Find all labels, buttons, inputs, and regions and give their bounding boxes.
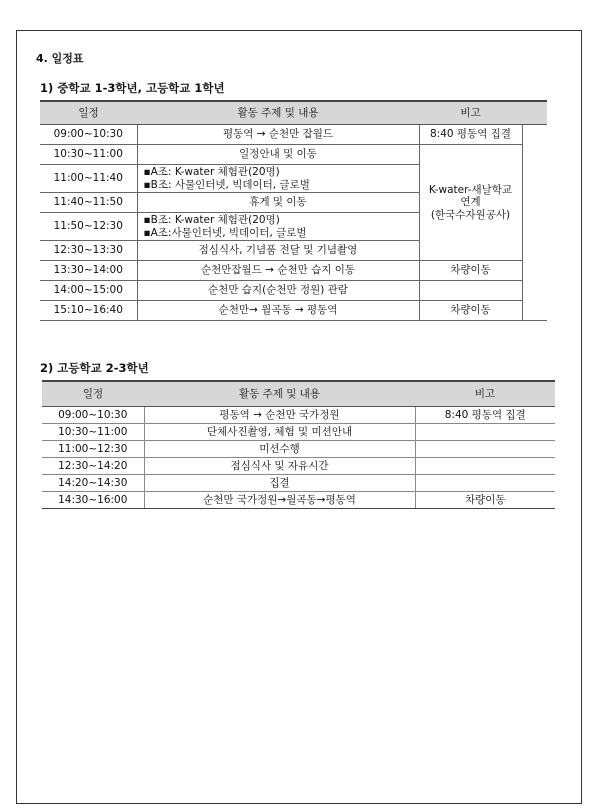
activity-cell: 점심식사 및 자유시간	[144, 458, 415, 475]
time-cell: 10:30~11:00	[42, 424, 144, 441]
time-cell: 14:00~15:00	[40, 281, 137, 301]
activity-cell: 일정안내 및 이동	[137, 145, 419, 165]
header-note: 비고	[415, 381, 555, 407]
time-cell: 11:40~11:50	[40, 193, 137, 213]
table-row	[42, 475, 555, 492]
schedule-table-2	[42, 380, 555, 509]
section-title: 4. 일정표	[36, 52, 84, 65]
time-cell: 09:00~10:30	[40, 125, 137, 145]
note-cell: 차량이동	[419, 301, 522, 321]
header-spacer	[522, 101, 547, 125]
table-row	[42, 458, 555, 475]
note-cell	[419, 281, 522, 301]
note-cell: 차량이동	[415, 492, 555, 509]
time-cell: 13:30~14:00	[40, 261, 137, 281]
time-cell: 12:30~14:20	[42, 458, 144, 475]
note-line: K-water-새날학교	[428, 184, 513, 197]
header-time: 일정	[42, 381, 144, 407]
note-cell: 8:40 평동역 집결	[419, 125, 522, 145]
note-cell	[415, 441, 555, 458]
table-row	[40, 125, 547, 145]
activity-cell: 평동역 → 순천만 국가정원	[144, 407, 415, 424]
table-header-row	[40, 101, 547, 125]
time-cell: 11:00~12:30	[42, 441, 144, 458]
activity-line: ▪B조: K-water 체험관(20명)	[143, 214, 280, 227]
activity-cell: 집결	[144, 475, 415, 492]
note-line: (한국수자원공사)	[430, 208, 511, 221]
activity-cell: 순천만→ 월곡동 → 평동역	[137, 301, 419, 321]
table-header-row	[42, 381, 555, 407]
table-row	[42, 424, 555, 441]
part2-title: 2) 고등학교 2-3학년	[40, 361, 149, 375]
table-row	[40, 281, 547, 301]
header-activity: 활동 주제 및 내용	[137, 101, 419, 125]
merged-note-cell	[419, 145, 522, 261]
part1-title: 1) 중학교 1-3학년, 고등학교 1학년	[40, 81, 225, 95]
table-row	[40, 301, 547, 321]
time-cell: 14:20~14:30	[42, 475, 144, 492]
time-cell: 09:00~10:30	[42, 407, 144, 424]
activity-cell	[137, 165, 419, 193]
time-cell: 15:10~16:40	[40, 301, 137, 321]
table-row	[42, 441, 555, 458]
activity-line: ▪A조:사물인터넷, 빅데이터, 글로벌	[143, 226, 307, 239]
schedule-table-1	[40, 100, 547, 321]
activity-cell: 단체사진촬영, 체험 및 미션안내	[144, 424, 415, 441]
time-cell: 11:00~11:40	[40, 165, 137, 193]
header-activity: 활동 주제 및 내용	[144, 381, 415, 407]
activity-cell: 순천만 습지(순천만 정원) 관람	[137, 281, 419, 301]
table-row	[40, 145, 547, 165]
activity-line: ▪B조: 사물인터넷, 빅데이터, 글로벌	[143, 178, 310, 191]
table-row	[42, 492, 555, 509]
time-cell: 14:30~16:00	[42, 492, 144, 509]
activity-cell: 미션수행	[144, 441, 415, 458]
activity-line: ▪A조: K-water 체험관(20명)	[143, 166, 280, 179]
note-cell: 차량이동	[419, 261, 522, 281]
activity-cell: 순천만잡월드 → 순천만 습지 이동	[137, 261, 419, 281]
activity-cell: 순천만 국가정원→월곡동→평동역	[144, 492, 415, 509]
activity-cell	[137, 213, 419, 241]
header-note: 비고	[419, 101, 522, 125]
note-cell: 8:40 평동역 집결	[415, 407, 555, 424]
time-cell: 12:30~13:30	[40, 241, 137, 261]
activity-cell: 휴게 및 이동	[137, 193, 419, 213]
activity-cell: 점심식사, 기념품 전달 및 기념촬영	[137, 241, 419, 261]
table-row	[40, 261, 547, 281]
time-cell: 10:30~11:00	[40, 145, 137, 165]
time-cell: 11:50~12:30	[40, 213, 137, 241]
note-cell	[415, 475, 555, 492]
spacer-cell	[522, 125, 547, 321]
activity-cell: 평동역 → 순천만 잡월드	[137, 125, 419, 145]
note-cell	[415, 424, 555, 441]
note-line: 연계	[460, 196, 481, 209]
note-cell	[415, 458, 555, 475]
header-time: 일정	[40, 101, 137, 125]
table-row	[42, 407, 555, 424]
